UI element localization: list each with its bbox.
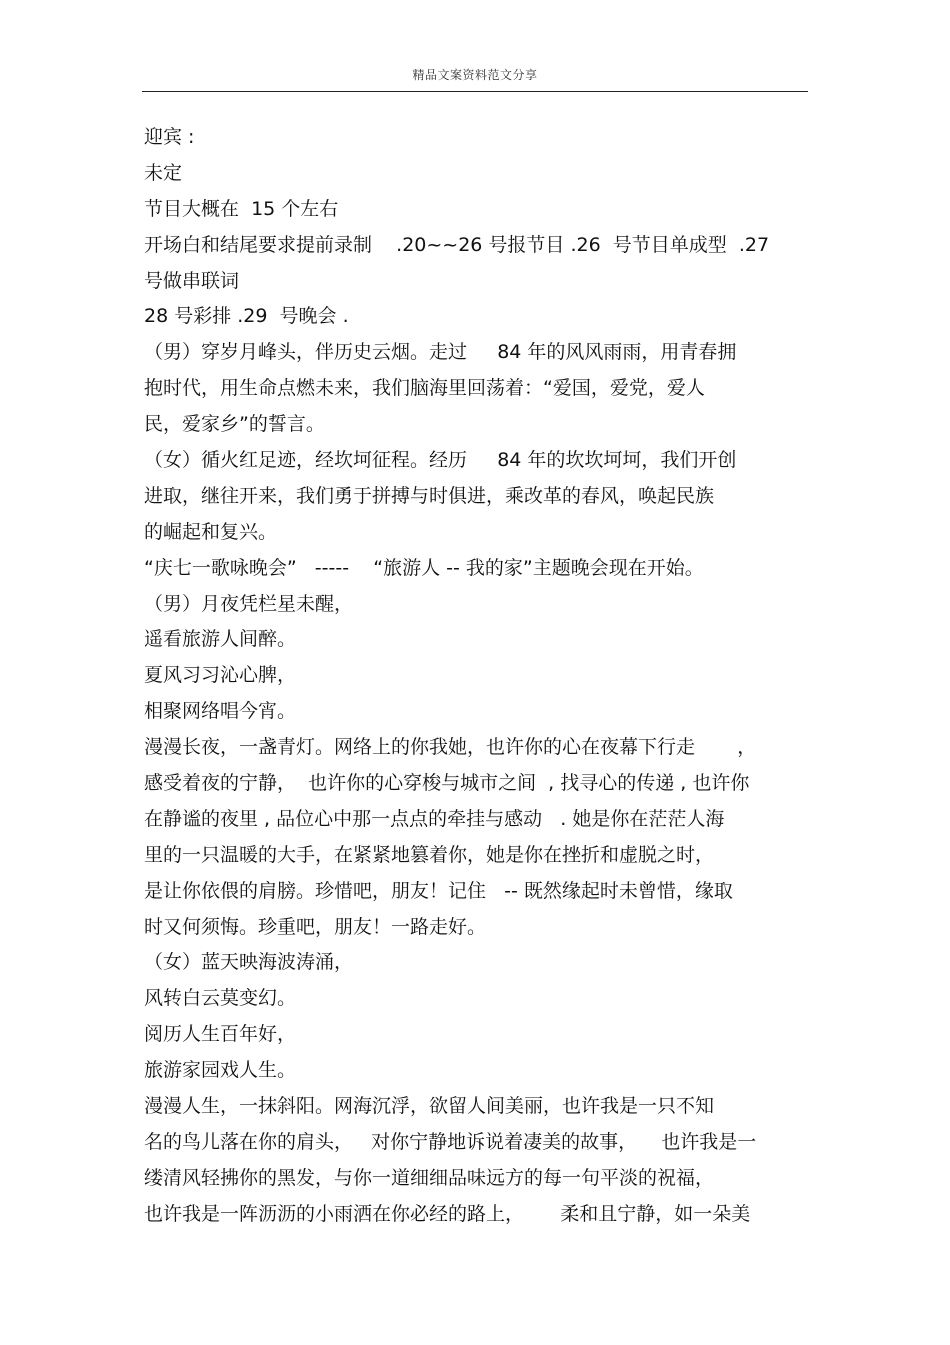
text-line: 的崛起和复兴。 xyxy=(144,520,278,543)
text-line: 名的鸟儿落在你的肩头， 对你宁静地诉说着凄美的故事， 也许我是一 xyxy=(144,1130,757,1153)
text-line: 风转白云莫变幻。 xyxy=(144,987,297,1010)
text-line: 感受着夜的宁静， 也许你的心穿梭与城市之间 , 找寻心的传递 , 也许你 xyxy=(144,772,750,795)
text-line: 旅游家园戏人生。 xyxy=(144,1059,297,1082)
text-line: 28 号彩排 .29 号晚会 . xyxy=(144,305,349,328)
text-line: 漫漫长夜，一盏青灯。网络上的你我她，也许你的心在夜幕下行走 ， xyxy=(144,736,757,759)
text-line: （女）循火红足迹，经坎坷征程。经历 84 年的坎坎坷坷，我们开创 xyxy=(144,449,737,472)
text-line: 时又何须悔。珍重吧，朋友！一路走好。 xyxy=(144,915,487,938)
text-line: 民，爱家乡”的誓言。 xyxy=(144,413,325,436)
text-line: 阅历人生百年好， xyxy=(144,1023,297,1046)
text-line: 迎宾 : xyxy=(144,126,195,148)
text-line: （男）穿岁月峰头，伴历史云烟。走过 84 年的风风雨雨，用青春拥 xyxy=(144,341,737,364)
text-line: 夏风习习沁心脾， xyxy=(144,664,297,687)
text-line: 节目大概在 15 个左右 xyxy=(144,197,339,220)
text-line: 在静谧的夜里 , 品位心中那一点点的牵挂与感动 . 她是你在茫茫人海 xyxy=(144,807,725,830)
document-body xyxy=(144,120,808,1233)
text-line: 是让你依偎的肩膀。珍惜吧，朋友！记住 -- 既然缘起时未曾惜，缘取 xyxy=(144,879,733,902)
text-line: 开场白和结尾要求提前录制 .20~~26 号报节目 .26 号节目单成型 .27 xyxy=(144,233,770,256)
text-line: 号做串联词 xyxy=(144,269,240,292)
text-line: 未定 xyxy=(144,161,183,184)
text-line: 也许我是一阵沥沥的小雨洒在你必经的路上， 柔和且宁静，如一朵美 xyxy=(144,1202,751,1225)
header-divider xyxy=(142,91,808,92)
text-line: 进取，继往开来，我们勇于拼搏与时俱进，乘改革的春风，唤起民族 xyxy=(144,484,715,507)
text-line: 遥看旅游人间醉。 xyxy=(144,628,297,651)
text-line: 里的一只温暖的大手，在紧紧地篡着你，她是你在挫折和虚脱之时， xyxy=(144,843,715,866)
text-line: 缕清风轻拂你的黑发，与你一道细细品味远方的每一句平淡的祝福， xyxy=(144,1166,715,1189)
text-line: “庆七一歌咏晚会” ----- “旅游人 -- 我的家”主题晚会现在开始。 xyxy=(144,556,704,579)
text-line: （男）月夜凭栏星未醒， xyxy=(144,592,354,615)
text-line: 相聚网络唱今宵。 xyxy=(144,700,297,723)
text-line: 漫漫人生，一抹斜阳。网海沉浮，欲留人间美丽，也许我是一只不知 xyxy=(144,1095,715,1118)
page-header: 精品文案资料范文分享 xyxy=(412,68,538,82)
text-line: （女）蓝天映海波涛涌， xyxy=(144,951,354,974)
text-line: 抱时代，用生命点燃未来，我们脑海里回荡着：“爱国，爱党，爱人 xyxy=(144,377,705,400)
